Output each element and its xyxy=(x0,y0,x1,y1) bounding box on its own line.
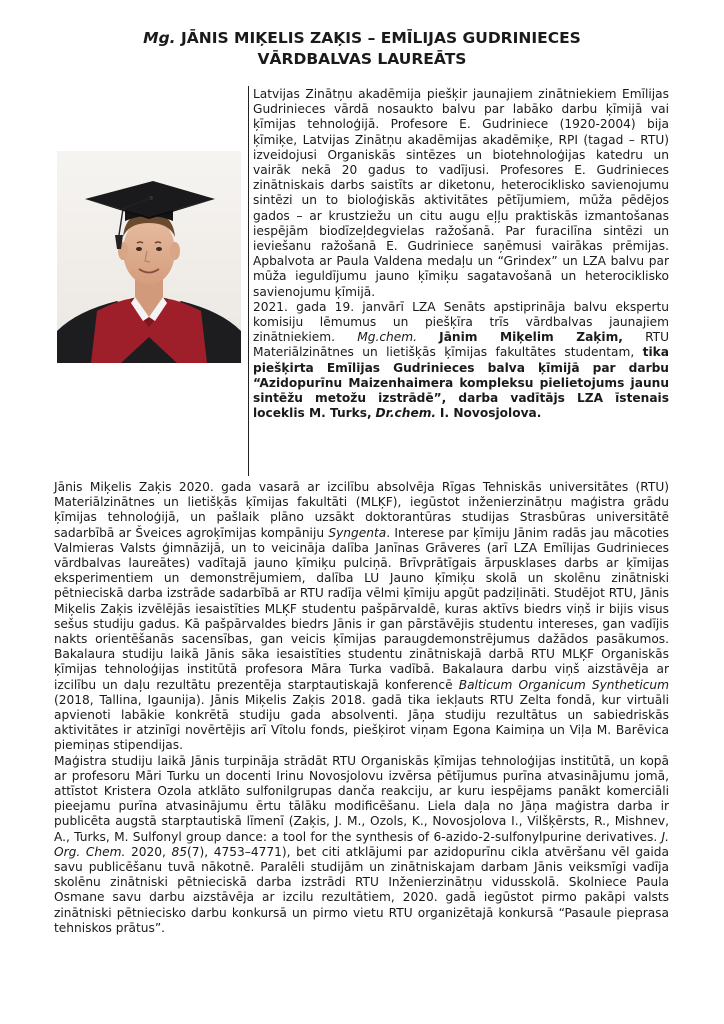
column-divider xyxy=(248,86,249,476)
biography-text xyxy=(54,480,669,936)
company-name: Syngenta xyxy=(328,525,387,540)
bio-text-1b: . Interese par ķīmiju Jānim radās jau mācoties Valmieras Valsts ģimnāzijā, un to veicināja dalība Janīnas Grāveres (arī LZA Emīlijas Gudrinieces vārdbalvas laureātes) vadītajā jauno ķīmiķu pulciņā. Brīvprātīgais ārpusklases darbs ar ķīmijas eksperimentiem un demonstrējumiem, dalība LU Jauno ķīmiķu skolā un skolēnu zinātniski pētnieciskā darba izstrāde sadarbībā ar RTU radīja vēlmi ķīmiju apgūt padziļināti. Studējot RTU, Jānis Miķelis Zaķis izvēlējās iesaistīties MLĶF studentu pašpārvaldē, kuras aktīvs biedrs viņš ir bijis visus sešus studiju gadus. Kā pašpārvaldes biedrs Jānis ir gan pārstāvējis studentu intereses, gan vadījis nakts orientēšanās sacensības, gan veicis ķīmijas paraugdemonstrējumus dažādos pasākumos. Bakalaura studiju laikā Jānis sāka iesaistīties studentu zinātniskajā darbā RTU MLĶF Organiskās ķīmijas tehnoloģijas institūtā profesora Māra Turka vadībā. Bakalaura darbu viņš aizstāvēja ar izcilību un daļu rezultātu prezentēja starptautiskajā konferencē xyxy=(54,525,670,692)
senate-decision-text: 2021. gada 19. janvārī LZA Senāts apstiprināja balvu ekspertu komisiju lēmumus un piešķīra trīs vārdbalvas jaunajiem zinātniekiem. xyxy=(253,299,669,345)
intro-column xyxy=(253,87,669,421)
title-line-2: VĀRDBALVAS LAUREĀTS xyxy=(257,50,467,68)
title-line-1 xyxy=(54,28,670,49)
biography-paragraph-2 xyxy=(54,754,669,936)
bio-text-1c: (2018, Tallina, Igaunija). Jānis Miķelis Zaķis 2018. gadā tika iekļauts RTU Zelta fondā, kur virtuāli apvienoti labākie konkrētā studiju gada absolventi. Jāņa studiju rezultātus un sabiedriskās aktivitātes ir atzinīgi novērtējis arī Vītolu fonds, piešķirot viņam Egona Kaimiņa un Viļa M. Barēvica piemiņas stipendijas. xyxy=(54,692,669,753)
bio-text-2b: (7), 4753–4771), bet citi atklājumi par azidopurīnu cikla atvēršanu vēl gaida savu publicēšanu tuvā nākotnē. Paralēli studijām un zinātniskajam darbam Jānis veiksmīgi vadīja skolēnu zinātniski pētnieciskā darba izstrādi RTU Inženierzinātņu vidusskolā. Skolniece Paula Osmane savu darbu aizstāvēja ar izcilu rezultātiem, 2020. gadā iegūstot pirmo pakāpi valsts zinātniski pētniecisko darbu konkursā un pirmo vietu RTU organizētajā konkursā “Pasaule pieprasa tehniskos prātus”. xyxy=(54,844,669,935)
conference-name: Balticum Organicum Syntheticum xyxy=(458,677,669,692)
page-title xyxy=(54,28,670,70)
biography-paragraph-1 xyxy=(54,480,669,754)
journal-year: 2020, xyxy=(130,844,166,859)
portrait-graduate-photo xyxy=(57,151,241,363)
intro-paragraph-award: Latvijas Zinātņu akadēmija piešķir jaunajiem zinātniekiem Emīlijas Gudrinieces vārdā nosaukto balvu par labāko darbu ķīmijā vai ķīmijas tehnoloģijā. Profesore E. Gudriniece (1920-2004) bija ķīmiķe, Latvijas Zinātņu akadēmijas akadēmiķe, RPI (tagad – RTU) izveidojusi Organiskās sintēzes un biotehnoloģijas katedru un vairāk nekā 20 gadus to vadījusi. Profesores E. Gudrinieces zinātniskais darbs saistīts ar diketonu, heterociklisko savienojumu sintēzi un to bioloģiskās aktivitātes pētījumiem, mūža pēdējos gados – ar krustziežu un citu augu eļļu praktiskās izmantošanas iespējām biodīzeļdegvielas ražošanā. Par furacilīna sintēzi un ieviešanu ražošanā E. Gudriniece saņēmusi vairākas prēmijas. Apbalvota ar Paula Valdena medaļu un “Grindex” un LZA balvu par mūža ieguldījumu jauno ķīmiķu sagatavošanā un heterociklisko savienojumu ķīmijā. xyxy=(253,87,669,299)
degree-title: Mg.chem. xyxy=(357,330,418,345)
supervisor-name: I. Novosjolova. xyxy=(439,406,542,421)
award-statement: tika piešķirta Emīlijas Gudrinieces balva ķīmijā par darbu “Azidopurīnu Maizenhaimera kompleksu pielietojums jaunu sintēžu metožu izstrādē”, darba vadītājs LZA īstenais loceklis M. Turks, xyxy=(253,345,669,421)
laureate-affiliation: RTU Materiālzinātnes un lietišķās ķīmijas fakultātes studentam, xyxy=(253,330,670,360)
bio-text-1a: Jānis Miķelis Zaķis 2020. gada vasarā ar izcilību absolvēja Rīgas Tehniskās universitātes (RTU) Materiālzinātnes un lietišķās ķīmijas fakultāti (MLĶF), iegūstot inženierzinātņu maģistra grādu ķīmijas tehnoloģijā, un pašlaik plāno uzsākt doktorantūras studijas Strasbūras universitātē sadarbībā ar Šveices agroķīmijas kompāniju xyxy=(54,480,669,540)
bio-text-2a: Maģistra studiju laikā Jānis turpināja strādāt RTU Organiskās ķīmijas tehnoloģijas institūtā, un kopā ar profesoru Māri Turku un docenti Irinu Novosjolovu izvērsa pētījumus purīna atvasinājumu jomā, attīstot Kristera Ozola atklāto sulfonilgrupas danča reakciju, ar kuru iespējams panākt komerciāli pieejamu purīna atvasinājumu ērtu tālāku modificēšanu. Liela daļa no Jāņa maģistra darba ir publicēta augstā starptautiskā līmenī (Zaķis, J. M., Ozols, K., Novosjolova I., Vilšķērsts, R., Mishnev, A., Turks, M. Sulfonyl group dance: a tool for the synthesis of 6-azido-2-sulfonylpurine derivatives. xyxy=(54,753,669,844)
laureate-name: Jānim Miķelim Zaķim, xyxy=(439,330,623,345)
supervisor-degree: Dr.chem. xyxy=(375,406,437,421)
title-prefix: Mg. xyxy=(143,29,176,47)
title-name: JĀNIS MIĶELIS ZAĶIS – EMĪLIJAS GUDRINIECES xyxy=(180,29,581,47)
portrait-photo xyxy=(57,151,241,363)
journal-name: J. Org. Chem. xyxy=(54,829,669,859)
intro-paragraph-laureate xyxy=(253,300,669,422)
journal-volume: 85 xyxy=(171,844,187,859)
